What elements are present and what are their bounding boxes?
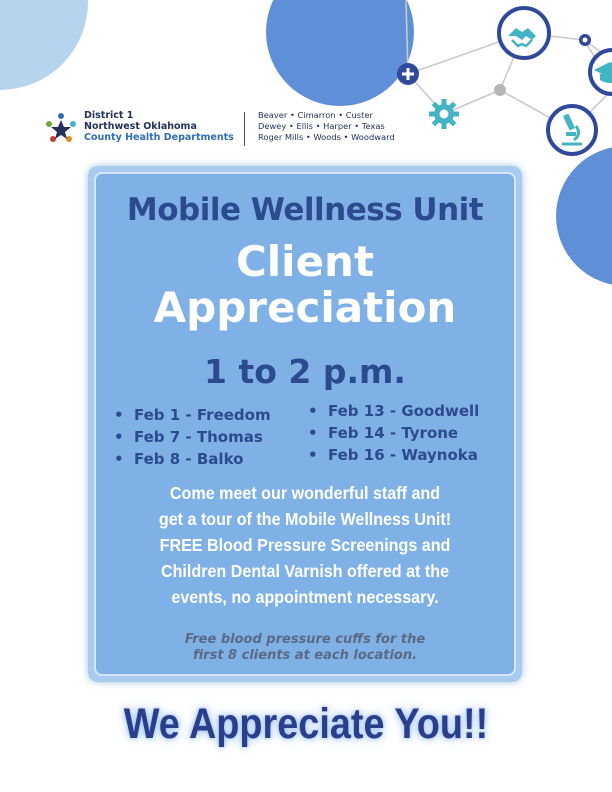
network-node bbox=[494, 84, 506, 96]
description-line: Come meet our wonderful staff and bbox=[169, 483, 441, 503]
medical-cross-icon bbox=[397, 63, 419, 85]
county-line: Dewey • Ellis • Harper • Texas bbox=[258, 121, 385, 131]
date-item: • Feb 14 - Tyrone bbox=[308, 422, 479, 444]
county-line: Beaver • Cimarron • Custer bbox=[258, 110, 373, 120]
county-line: Roger Mills • Woods • Woodward bbox=[258, 132, 395, 142]
description-line: Children Dental Varnish offered at the bbox=[160, 561, 450, 581]
appreciation-footer: We Appreciate You!! bbox=[123, 700, 489, 748]
description-line: FREE Blood Pressure Screenings and bbox=[159, 535, 451, 555]
date-item: • Feb 13 - Goodwell bbox=[308, 400, 479, 422]
flyer-card-inner bbox=[94, 172, 516, 676]
org-line-district: District 1 bbox=[84, 110, 134, 121]
header-logo-block bbox=[44, 108, 434, 154]
cuff-giveaway-note bbox=[116, 632, 494, 664]
deco-circle-top-center bbox=[266, 0, 414, 106]
graduation-cap-icon bbox=[590, 50, 612, 94]
organization-name bbox=[84, 110, 234, 143]
date-item: • Feb 8 - Balko bbox=[114, 448, 271, 470]
description-line: get a tour of the Mobile Wellness Unit! bbox=[158, 509, 452, 529]
dates-list-left bbox=[114, 404, 271, 470]
org-line-region: Northwest Oklahoma bbox=[84, 121, 197, 132]
flyer-title: Mobile Wellness Unit bbox=[126, 192, 484, 228]
date-item: • Feb 1 - Freedom bbox=[114, 404, 271, 426]
org-line-departments: County Health Departments bbox=[84, 132, 234, 143]
health-department-logo-icon bbox=[44, 112, 78, 146]
note-line: Free blood pressure cuffs for the bbox=[184, 632, 426, 647]
date-item: • Feb 7 - Thomas bbox=[114, 426, 271, 448]
headline-line-2: Appreciation bbox=[153, 283, 457, 332]
handshake-icon bbox=[499, 8, 549, 58]
logo-divider bbox=[244, 112, 245, 146]
cog-icon bbox=[579, 34, 591, 46]
deco-circle-top-left bbox=[0, 0, 88, 90]
event-description bbox=[127, 480, 482, 610]
note-line: first 8 clients at each location. bbox=[192, 648, 418, 663]
deco-circle-right bbox=[556, 146, 612, 286]
headline-line-1: Client bbox=[235, 237, 375, 286]
microscope-icon bbox=[548, 106, 596, 154]
county-list bbox=[258, 110, 395, 143]
date-item: • Feb 16 - Waynoka bbox=[308, 444, 479, 466]
description-line: events, no appointment necessary. bbox=[171, 587, 439, 607]
event-time: 1 to 2 p.m. bbox=[204, 352, 406, 391]
flyer-card bbox=[88, 166, 522, 682]
dates-list-right bbox=[308, 400, 479, 466]
